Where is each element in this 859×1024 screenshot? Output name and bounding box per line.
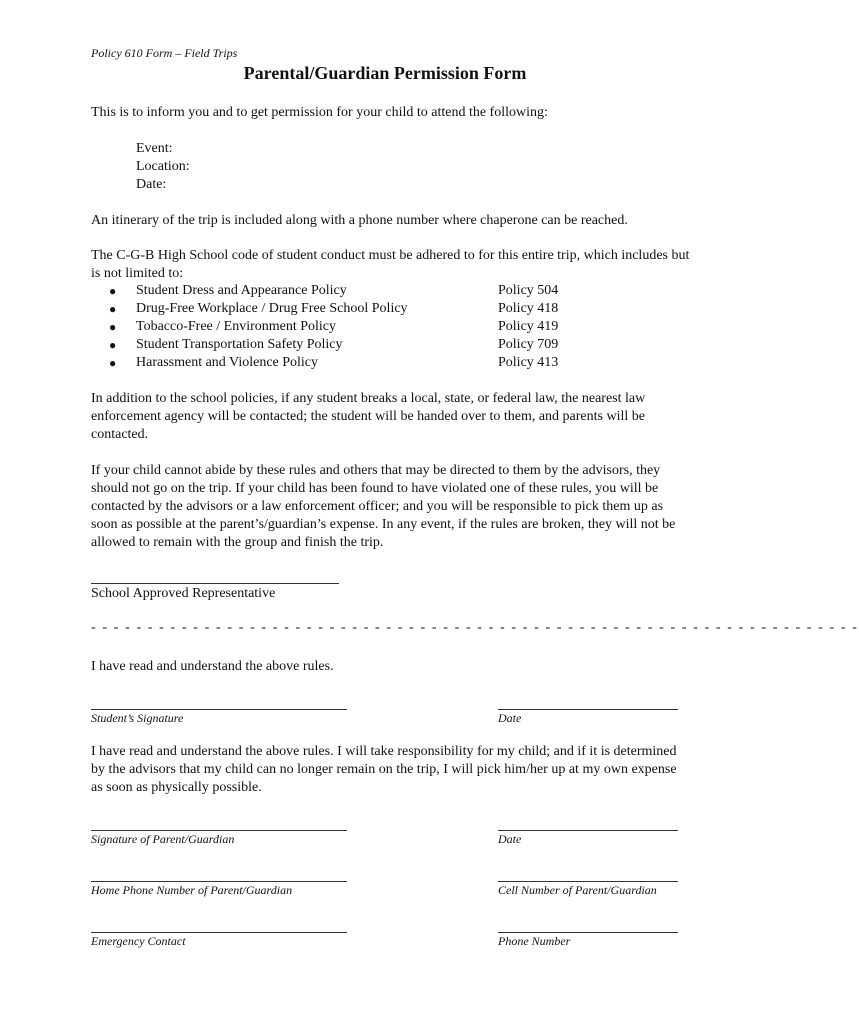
home-phone-label: Home Phone Number of Parent/Guardian (91, 883, 293, 897)
student-date-line[interactable] (498, 709, 678, 710)
parent-date-label: Date (498, 832, 522, 846)
policy-number: Policy 709 (498, 337, 559, 352)
home-phone-line[interactable] (91, 881, 347, 882)
student-signature-label: Student’s Signature (91, 711, 184, 725)
cell-number-line[interactable] (498, 881, 678, 882)
location-field-label: Location: (136, 159, 190, 174)
emergency-contact-line[interactable] (91, 932, 347, 933)
phone-number-line[interactable] (498, 932, 678, 933)
student-acknowledgement: I have read and understand the above rules. (91, 659, 334, 674)
phone-number-label: Phone Number (498, 934, 571, 948)
emergency-contact-label: Emergency Contact (91, 934, 186, 948)
event-fields (136, 140, 190, 194)
policy-number: Policy 504 (498, 283, 559, 298)
student-signature-line[interactable] (91, 709, 347, 710)
parent-signature-line[interactable] (91, 830, 347, 831)
date-field-label: Date: (136, 177, 167, 192)
list-item (91, 318, 691, 336)
policy-name: Tobacco-Free / Environment Policy (136, 319, 337, 334)
policy-name: Harassment and Violence Policy (136, 355, 319, 370)
policy-name: Student Dress and Appearance Policy (136, 283, 347, 298)
conduct-intro-text: The C-G-B High School code of student conduct must be adhered to for this entire trip, which includes but is not limited to: (91, 248, 690, 281)
bullet-icon: ● (109, 284, 117, 298)
student-date-label: Date (498, 711, 522, 725)
bullet-icon: ● (109, 320, 117, 334)
policy-name: Drug-Free Workplace / Drug Free School Policy (136, 301, 408, 316)
cell-number-label: Cell Number of Parent/Guardian (498, 883, 657, 897)
policy-list (91, 282, 691, 372)
parent-signature-label: Signature of Parent/Guardian (91, 832, 235, 846)
bullet-icon: ● (109, 302, 117, 316)
policy-number: Policy 418 (498, 301, 559, 316)
cut-divider: - - - - - - - - - - - - - - - - - - - - - - - - - - - - - - - - - - - - - - - - - - - - - - - - - - - - - - - - - - - - - - - - - - - - (91, 620, 859, 635)
bullet-icon: ● (109, 338, 117, 352)
parent-date-line[interactable] (498, 830, 678, 831)
representative-label: School Approved Representative (91, 586, 276, 601)
list-item (91, 354, 691, 372)
parent-acknowledgement: I have read and understand the above rules. I will take responsibility for my child; and if it is determined by the advisors that my child can no longer remain on the trip, I will pick him/her up at my own expense as soon as physically possible. (91, 744, 677, 795)
intro-text: This is to inform you and to get permission for your child to attend the following: (91, 105, 548, 120)
list-item (91, 336, 691, 354)
itinerary-text: An itinerary of the trip is included along with a phone number where chaperone can be reached. (91, 213, 628, 228)
policy-number: Policy 419 (498, 319, 559, 334)
law-paragraph: In addition to the school policies, if any student breaks a local, state, or federal law, the nearest law enforcement agency will be contacted; the student will be handed over to them, and parents will be contacted. (91, 391, 646, 442)
rules-paragraph: If your child cannot abide by these rules and others that may be directed to them by the advisors, they should not go on the trip. If your child has been found to have violated one of these rules, you will be contacted by the advisors or a law enforcement officer; and you will be responsible to pick them up as soon as possible at the parent’s/guardian’s expense. In any event, if the rules are broken, they will not be allowed to remain with the group and finish the trip. (91, 463, 676, 550)
policy-name: Student Transportation Safety Policy (136, 337, 343, 352)
bullet-icon: ● (109, 356, 117, 370)
representative-signature-line[interactable] (91, 583, 339, 584)
event-field-label: Event: (136, 141, 173, 156)
policy-number: Policy 413 (498, 355, 559, 370)
header-note: Policy 610 Form – Field Trips (91, 46, 238, 60)
page-title: Parental/Guardian Permission Form (243, 63, 527, 83)
list-item (91, 282, 691, 300)
list-item (91, 300, 691, 318)
